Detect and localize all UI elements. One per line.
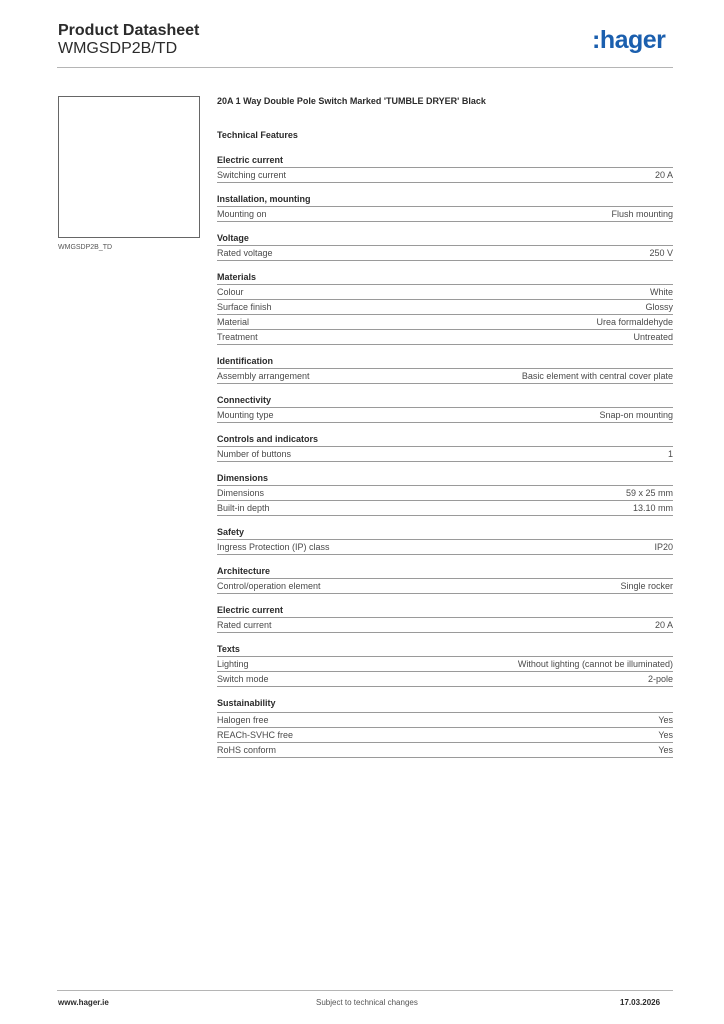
spec-label: Lighting (217, 659, 249, 669)
section-title: Voltage (217, 233, 249, 243)
section-title: Identification (217, 356, 273, 366)
spec-label: REACh-SVHC free (217, 730, 294, 740)
spec-label: Rated voltage (217, 248, 273, 258)
spec-value: Urea formaldehyde (596, 317, 673, 327)
section-title: Installation, mounting (217, 194, 311, 204)
spec-value: Single rocker (620, 581, 673, 591)
section-title: Architecture (217, 566, 271, 576)
footer-divider (57, 990, 673, 991)
spec-row (217, 617, 673, 633)
spec-section (217, 395, 673, 423)
spec-label: Dimensions (217, 488, 265, 498)
spec-section (217, 272, 673, 345)
spec-value: Yes (658, 715, 673, 725)
spec-section (217, 356, 673, 384)
spec-row (217, 712, 673, 727)
spec-section (217, 434, 673, 462)
spec-row (217, 671, 673, 687)
spec-value: Basic element with central cover plate (521, 371, 673, 381)
spec-label: Material (217, 317, 250, 327)
spec-label: Control/operation element (217, 581, 321, 591)
product-code: WMGSDP2B/TD (58, 40, 178, 57)
section-title: Sustainability (217, 698, 276, 708)
spec-label: Built-in depth (217, 503, 270, 513)
spec-label: Switching current (217, 170, 287, 180)
product-image-caption: WMGSDP2B_TD (58, 244, 113, 251)
technical-features-heading: Technical Features (217, 130, 298, 140)
spec-value: 20 A (654, 170, 673, 180)
spec-section (217, 605, 673, 633)
spec-row (217, 539, 673, 555)
spec-value: 20 A (654, 620, 673, 630)
section-title: Safety (217, 527, 245, 537)
spec-value: 13.10 mm (632, 503, 673, 513)
spec-row (217, 314, 673, 329)
spec-label: Treatment (217, 332, 258, 342)
spec-row (217, 656, 673, 671)
spec-label: Mounting on (217, 209, 267, 219)
section-title: Electric current (217, 605, 284, 615)
spec-value: 250 V (649, 248, 673, 258)
spec-label: Mounting type (217, 410, 274, 420)
spec-label: Rated current (217, 620, 272, 630)
spec-sections (217, 155, 673, 758)
section-title: Controls and indicators (217, 434, 319, 444)
product-image (58, 96, 200, 238)
spec-value: IP20 (654, 542, 673, 552)
spec-row (217, 245, 673, 261)
spec-value: Yes (658, 745, 673, 755)
spec-value: Without lighting (cannot be illuminated) (517, 659, 673, 669)
section-title: Electric current (217, 155, 284, 165)
spec-section (217, 473, 673, 516)
spec-label: RoHS conform (217, 745, 277, 755)
product-title: 20A 1 Way Double Pole Switch Marked 'TUMBLE DRYER' Black (217, 96, 486, 106)
section-title: Connectivity (217, 395, 272, 405)
spec-value: Yes (658, 730, 673, 740)
spec-value: Glossy (645, 302, 673, 312)
spec-label: Ingress Protection (IP) class (217, 542, 330, 552)
spec-value: White (649, 287, 673, 297)
spec-row (217, 299, 673, 314)
footer-website: www.hager.ie (58, 998, 109, 1007)
section-title: Dimensions (217, 473, 269, 483)
spec-section (217, 527, 673, 555)
spec-row (217, 167, 673, 183)
header-divider (57, 67, 673, 68)
spec-row (217, 329, 673, 345)
spec-row (217, 485, 673, 500)
spec-value: Snap-on mounting (599, 410, 673, 420)
spec-row (217, 727, 673, 742)
spec-row (217, 742, 673, 758)
spec-row (217, 368, 673, 384)
spec-value: 59 x 25 mm (625, 488, 673, 498)
spec-value: 2-pole (647, 674, 673, 684)
spec-value: 1 (667, 449, 673, 459)
spec-section (217, 566, 673, 594)
spec-row (217, 407, 673, 423)
spec-label: Surface finish (217, 302, 272, 312)
spec-section (217, 698, 673, 758)
spec-label: Colour (217, 287, 244, 297)
spec-label: Number of buttons (217, 449, 292, 459)
specifications-panel (217, 96, 673, 769)
section-title: Texts (217, 644, 240, 654)
spec-label: Assembly arrangement (217, 371, 310, 381)
spec-section (217, 155, 673, 183)
spec-section (217, 194, 673, 222)
spec-row (217, 446, 673, 462)
footer-date: 17.03.2026 (620, 998, 661, 1007)
spec-row (217, 578, 673, 594)
spec-section (217, 644, 673, 687)
spec-label: Switch mode (217, 674, 269, 684)
document-title: Product Datasheet (58, 22, 200, 39)
section-title: Materials (217, 272, 257, 282)
hager-logo: :hager (592, 26, 666, 54)
spec-row (217, 206, 673, 222)
spec-row (217, 500, 673, 516)
spec-row (217, 284, 673, 299)
footer-notice: Subject to technical changes (316, 998, 418, 1007)
spec-value: Flush mounting (611, 209, 673, 219)
spec-value: Untreated (633, 332, 673, 342)
spec-label: Halogen free (217, 715, 269, 725)
spec-section (217, 233, 673, 261)
